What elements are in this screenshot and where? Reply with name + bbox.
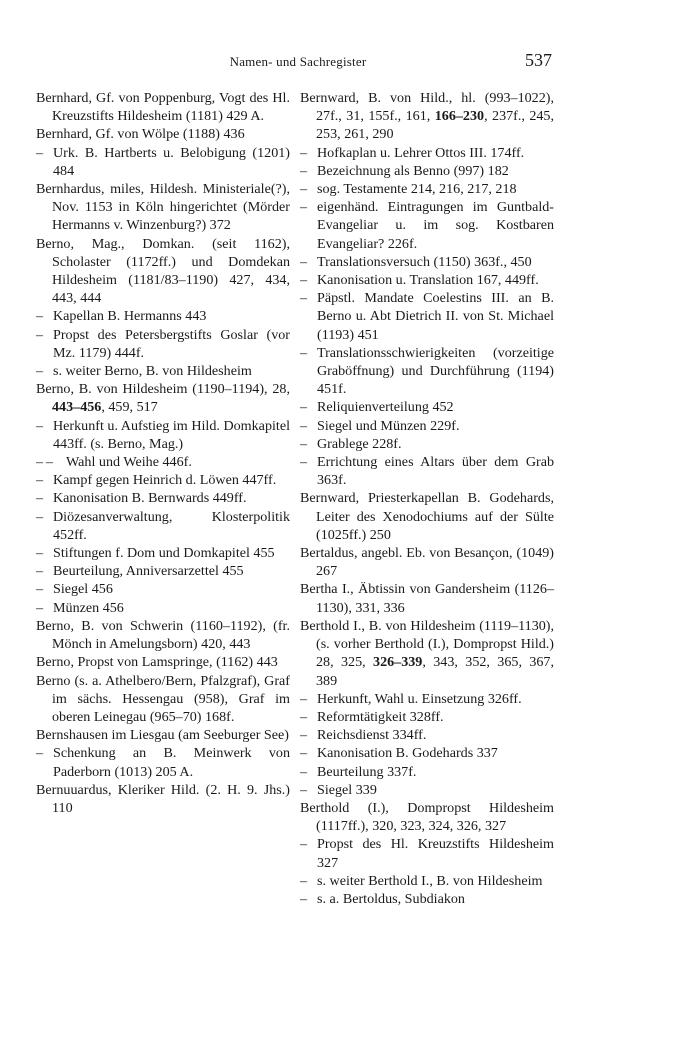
index-subentry bbox=[300, 144, 554, 162]
entry-main-pages: 166–230 bbox=[434, 108, 485, 125]
running-head: Namen- und Sachregister bbox=[229, 54, 367, 69]
entry-text: Bernshausen im Liesgau (am Seeburger See) bbox=[36, 727, 289, 744]
entry-text: Reichsdienst 334ff. bbox=[317, 727, 427, 744]
entry-text-continued: , 237f., 245, 253, 261, 290 bbox=[316, 108, 554, 143]
entry-text: Kanonisation B. Godehards 337 bbox=[317, 745, 498, 762]
entry-text: Propst des Petersbergstifts Goslar (vor Mz. 1179) 444f. bbox=[53, 326, 290, 361]
index-entry bbox=[36, 180, 290, 235]
index-subentry bbox=[300, 872, 554, 890]
entry-text: Bezeichnung als Benno (997) 182 bbox=[317, 162, 509, 179]
entry-text: Berno, Mag., Domkan. (seit 1162), Scholaster (1172ff.) und Domdekan Hildesheim (1181/83–1190) 427, 434, 443, 444 bbox=[36, 235, 290, 307]
entry-text: Translationsversuch (1150) 363f., 450 bbox=[317, 253, 532, 270]
index-subentry bbox=[300, 835, 554, 871]
index-subentry bbox=[300, 398, 554, 416]
index-subentry bbox=[36, 508, 290, 544]
index-entry bbox=[300, 580, 554, 616]
index-subentry bbox=[300, 253, 554, 271]
index-entry bbox=[300, 544, 554, 580]
entry-text: Kapellan B. Hermanns 443 bbox=[53, 308, 207, 325]
entry-text: Siegel und Münzen 229f. bbox=[317, 417, 460, 434]
entry-text: Translationsschwierigkeiten (vorzeitige Graböffnung) und Durchführung (1194) 451f. bbox=[317, 344, 554, 398]
index-entry bbox=[36, 781, 290, 817]
entry-text: Münzen 456 bbox=[53, 599, 124, 616]
index-subentry bbox=[36, 417, 290, 453]
entry-text: Berthold I., B. von Hildesheim (1119–1130), (s. vorher Berthold (I.), Dompropst Hild.) 28, 325, bbox=[300, 617, 554, 671]
entry-text: Schenkung an B. Meinwerk von Paderborn (1013) 205 A. bbox=[53, 745, 290, 780]
index-subentry bbox=[36, 362, 290, 380]
index-subentry bbox=[36, 562, 290, 580]
entry-text-continued: , 459, 517 bbox=[101, 399, 158, 416]
entry-text: Kanonisation B. Bernwards 449ff. bbox=[53, 490, 247, 507]
index-subentry bbox=[36, 599, 290, 617]
entry-text: Beurteilung 337f. bbox=[317, 763, 417, 780]
entry-text: Stiftungen f. Dom und Domkapitel 455 bbox=[53, 545, 275, 562]
entry-text: sog. Testamente 214, 216, 217, 218 bbox=[317, 181, 517, 198]
entry-text: Urk. B. Hartberts u. Belobigung (1201) 484 bbox=[53, 144, 290, 179]
entry-text: Hofkaplan u. Lehrer Ottos III. 174ff. bbox=[317, 144, 525, 161]
entry-text: Bertha I., Äbtissin von Gandersheim (1126–1130), 331, 336 bbox=[300, 581, 554, 616]
page-number: 537 bbox=[525, 50, 552, 70]
entry-text: Berno, B. von Schwerin (1160–1192), (fr. Mönch in Amelungsborn) 420, 443 bbox=[36, 617, 290, 653]
index-subentry bbox=[300, 180, 554, 198]
entry-text: Diözesanverwaltung, Klosterpolitik 452ff. bbox=[53, 508, 290, 543]
entry-text: Berthold (I.), Dompropst Hildesheim (1117ff.), 320, 323, 324, 326, 327 bbox=[300, 799, 554, 835]
entry-text: Berno (s. a. Athelbero/Bern, Pfalzgraf), Graf im sächs. Hessengau (958), Graf im oberen Leinegau (965–70) 168f. bbox=[36, 672, 290, 725]
entry-text: Errichtung eines Altars über dem Grab 363f. bbox=[317, 454, 554, 489]
entry-text: Kanonisation u. Translation 167, 449ff. bbox=[317, 272, 539, 289]
index-subentry bbox=[300, 453, 554, 489]
index-subentry bbox=[300, 781, 554, 799]
entry-text: Wahl und Weihe 446f. bbox=[66, 454, 192, 471]
index-entry bbox=[36, 726, 290, 744]
entry-text: Bertaldus, angebl. Eb. von Besançon, (1049) 267 bbox=[300, 545, 554, 580]
index-subentry bbox=[300, 271, 554, 289]
entry-text: Päpstl. Mandate Coelestins III. an B. Berno u. Abt Dietrich II. von St. Michael (1193) 451 bbox=[317, 290, 554, 343]
index-subentry bbox=[300, 763, 554, 781]
index-subentry bbox=[36, 307, 290, 325]
entry-text: Herkunft, Wahl u. Einsetzung 326ff. bbox=[317, 690, 522, 707]
entry-text: s. weiter Berthold I., B. von Hildesheim bbox=[317, 872, 543, 889]
index-subentry bbox=[36, 580, 290, 598]
entry-text: Beurteilung, Anniversarzettel 455 bbox=[53, 563, 244, 580]
index-subentry bbox=[36, 489, 290, 507]
entry-text: Bernuuardus, Kleriker Hild. (2. H. 9. Jhs.) 110 bbox=[36, 781, 290, 816]
index-subentry bbox=[36, 453, 290, 471]
index-entry bbox=[36, 672, 290, 727]
entry-text: Siegel 456 bbox=[53, 581, 113, 598]
entry-text: Bernward, B. von Hild., hl. (993–1022), 27f., 31, 155f., 161, bbox=[300, 90, 554, 125]
index-subentry bbox=[36, 144, 290, 180]
index-entry bbox=[36, 89, 290, 125]
index-entry bbox=[300, 799, 554, 835]
index-subentry bbox=[36, 544, 290, 562]
index-entry bbox=[300, 617, 554, 690]
entry-main-pages: 443–456 bbox=[52, 399, 102, 416]
entry-text: Reformtätigkeit 328ff. bbox=[317, 708, 444, 725]
entry-text: Bernward, Priesterkapellan B. Godehards, Leiter des Xenodochiums auf der Sülte (1025ff.) 250 bbox=[300, 490, 554, 543]
index-entry bbox=[36, 380, 290, 416]
index-subentry bbox=[300, 344, 554, 399]
entry-main-pages: 326–339 bbox=[373, 654, 423, 671]
index-entry bbox=[36, 653, 290, 671]
index-column-left bbox=[36, 89, 290, 817]
index-subentry bbox=[300, 198, 554, 253]
entry-text: Berno, B. von Hildesheim (1190–1194), 28, bbox=[36, 381, 290, 398]
index-subentry bbox=[300, 726, 554, 744]
index-entry bbox=[36, 235, 290, 308]
index-subentry bbox=[300, 162, 554, 180]
entry-text: Propst des Hl. Kreuzstifts Hildesheim 327 bbox=[317, 836, 554, 871]
index-subentry bbox=[300, 435, 554, 453]
entry-text: s. weiter Berno, B. von Hildesheim bbox=[53, 363, 252, 380]
index-subentry bbox=[300, 890, 554, 908]
index-subentry bbox=[300, 289, 554, 344]
index-entry bbox=[36, 617, 290, 653]
entry-text: s. a. Bertoldus, Subdiakon bbox=[317, 890, 465, 907]
entry-text: Kampf gegen Heinrich d. Löwen 447ff. bbox=[53, 472, 277, 489]
entry-text: Siegel 339 bbox=[317, 781, 377, 798]
entry-text-continued: , 343, 352, 365, 367, 389 bbox=[316, 654, 554, 689]
index-subentry bbox=[300, 744, 554, 762]
index-entry bbox=[300, 89, 554, 144]
index-subentry bbox=[300, 417, 554, 435]
index-subentry bbox=[36, 326, 290, 362]
index-subentry bbox=[36, 744, 290, 780]
entry-text: Bernhard, Gf. von Wölpe (1188) 436 bbox=[36, 126, 245, 143]
index-entry bbox=[36, 125, 290, 143]
entry-text: Reliquienverteilung 452 bbox=[317, 399, 454, 416]
entry-text: Herkunft u. Aufstieg im Hild. Domkapitel 443ff. (s. Berno, Mag.) bbox=[53, 417, 290, 452]
entry-text: Bernhard, Gf. von Poppenburg, Vogt des Hl. Kreuzstifts Hildesheim (1181) 429 A. bbox=[36, 90, 290, 125]
index-entry bbox=[300, 489, 554, 544]
entry-text: Berno, Propst von Lamspringe, (1162) 443 bbox=[36, 654, 278, 671]
entry-text: eigenhänd. Eintragungen im Guntbald-Evangeliar u. im sog. Kostbaren Evangeliar? 226f. bbox=[317, 199, 554, 252]
index-column-right bbox=[300, 89, 554, 908]
index-subentry bbox=[36, 471, 290, 489]
entry-text: Bernhardus, miles, Hildesh. Ministeriale(?), Nov. 1153 in Köln hingerichtet (Mörder Hermanns v. Winzenburg?) 372 bbox=[36, 181, 290, 234]
entry-text: Grablege 228f. bbox=[317, 435, 402, 452]
index-subentry bbox=[300, 690, 554, 708]
index-subentry bbox=[300, 708, 554, 726]
